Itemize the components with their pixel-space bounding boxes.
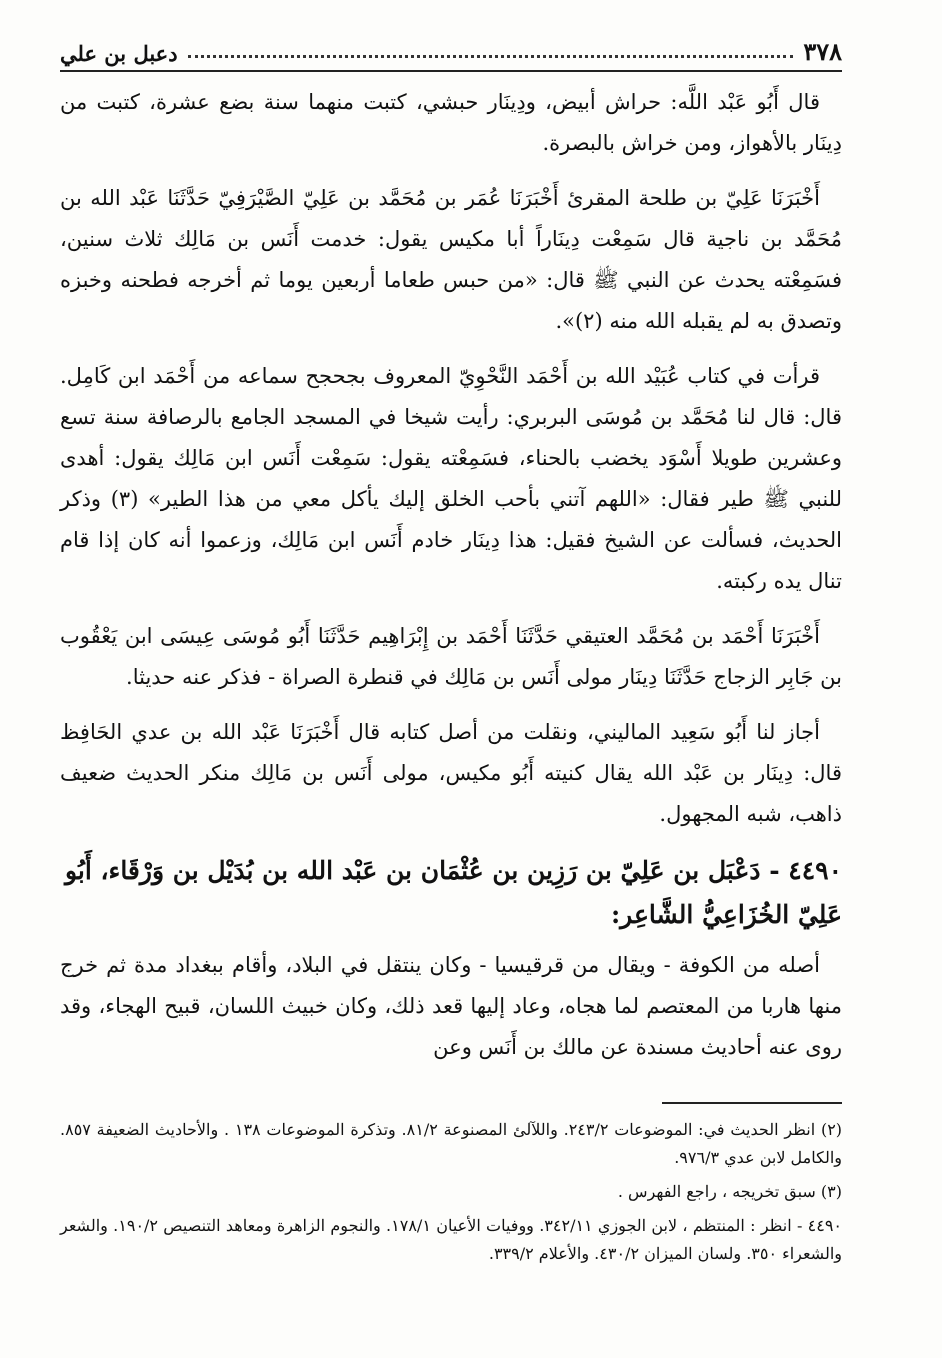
running-title: دعبل بن علي xyxy=(60,41,178,66)
page-number: ٣٧٨ xyxy=(803,37,842,66)
paragraph: قرأت في كتاب عُبَيْد الله بن أَحْمَد النَّحْوِيّ المعروف بجحجح سماعه من أَحْمَد ابن كَامِل. قال: قال لنا مُحَمَّد بن مُوسَى البربري: رأيت شيخا في المسجد الجامع بالرصافة سنة تسع وعشرين طويلا أَسْوَد يخضب بالحناء، فسَمِعْته يقول: سَمِعْت أَنَس ابن مَالِك يقول: أهدى للنبي ﷺ طير فقال: «اللهم آتني بأحب الخلق إليك يأكل معي من هذا الطير» (٣) وذكر الحديث، فسألت عن الشيخ فقيل: هذا دِينَار خادم أَنَس ابن مَالِك، وزعموا أنه كان إذا قام تنال يده ركبته. xyxy=(60,364,843,593)
footnote: (٢) انظر الحديث في: الموضوعات ٢٤٣/٢. واللآلئ المصنوعة ٨١/٢. وتذكرة الموضوعات ١٣٨ . والأحاديث الضعيفة ٨٥٧. والكامل لابن عدي ٩٧٦/٣. xyxy=(60,1120,843,1167)
footnote: ٤٤٩٠ - انظر : المنتظم ، لابن الجوزي ٣٤٢/١١. ووفيات الأعيان ١٧٨/١. والنجوم الزاهرة ومعاهد التنصيص ١٩٠/٢. والشعر والشعراء ٣٥٠. ولسان الميزان ٤٣٠/٢. والأعلام ٣٣٩/٢. xyxy=(60,1216,843,1263)
footnotes xyxy=(60,1116,842,1268)
paragraph: أَخْبَرَنَا أَحْمَد بن مُحَمَّد العتيقي حَدَّثَنَا أَحْمَد بن إِبْرَاهِيم حَدَّثَنَا أَبُو مُوسَى عِيسَى ابن يَعْقُوب بن جَابِر الزجاج حَدَّثَنَا دِينَار مولى أَنَس بن مَالِك في قنطرة الصراة - فذكر عنه حديثا. xyxy=(60,624,842,689)
book-page xyxy=(60,30,842,1330)
paragraph: أجاز لنا أَبُو سَعِيد الماليني، ونقلت من أصل كتابه قال أَخْبَرَنَا عَبْد الله بن عدي الحَافِظ قال: دِينَار بن عَبْد الله يقال كنيته أَبُو مكيس، مولى أَنَس بن مَالِك منكر الحديث ضعيف ذاهب، شبه المجهول. xyxy=(60,720,842,826)
paragraph: قال أَبُو عَبْد اللَّه: حراش أبيض، ودِينَار حبشي، كتبت منهما سنة بضع عشرة، كتبت من دِينَار بالأهواز، ومن خراش بالبصرة. xyxy=(60,90,842,155)
page-header xyxy=(60,30,842,72)
footnote: (٣) سبق تخريجه ، راجع الفهرس . xyxy=(617,1182,842,1201)
paragraph: أَخْبَرَنَا عَلِيّ بن طلحة المقرئ أَخْبَرَنَا عُمَر بن مُحَمَّد بن عَلِيّ الصَّيْرَفِيّ حَدَّثَنَا عَبْد الله بن مُحَمَّد بن ناجية قال سَمِعْت دِينَاراً أبا مكيس يقول: خدمت أَنَس بن مَالِك ثلاث سنين، فسَمِعْته يحدث عن النبي ﷺ قال: «من حبس طعاما أربعين يوما ثم أخرجه فطحنه وخبزه وتصدق به لم يقبله الله منه (٢)». xyxy=(60,186,842,333)
header-leader-dots xyxy=(188,55,794,58)
entry-title: ٤٤٩٠ - دَعْبَل بن عَلِيّ بن رَزِين بن عُثْمَان بن عَبْد الله بن بُدَيْل بن وَرْقَاء، أَبُو عَلِيّ الخُزَاعِيُّ الشَّاعِر: xyxy=(64,856,842,929)
page-body xyxy=(60,82,842,1068)
footnote-separator xyxy=(662,1102,842,1104)
entry-text: أصله من الكوفة - ويقال من قرقيسيا - وكان ينتقل في البلاد، وأقام ببغداد مدة ثم خرج منها هاربا من المعتصم لما هجاه، وعاد إليها قعد ذلك، وكان خبيث اللسان، قبيح الهجاء، وقد روى عنه أحاديث مسندة عن مالك بن أَنَس وعن xyxy=(60,953,842,1059)
